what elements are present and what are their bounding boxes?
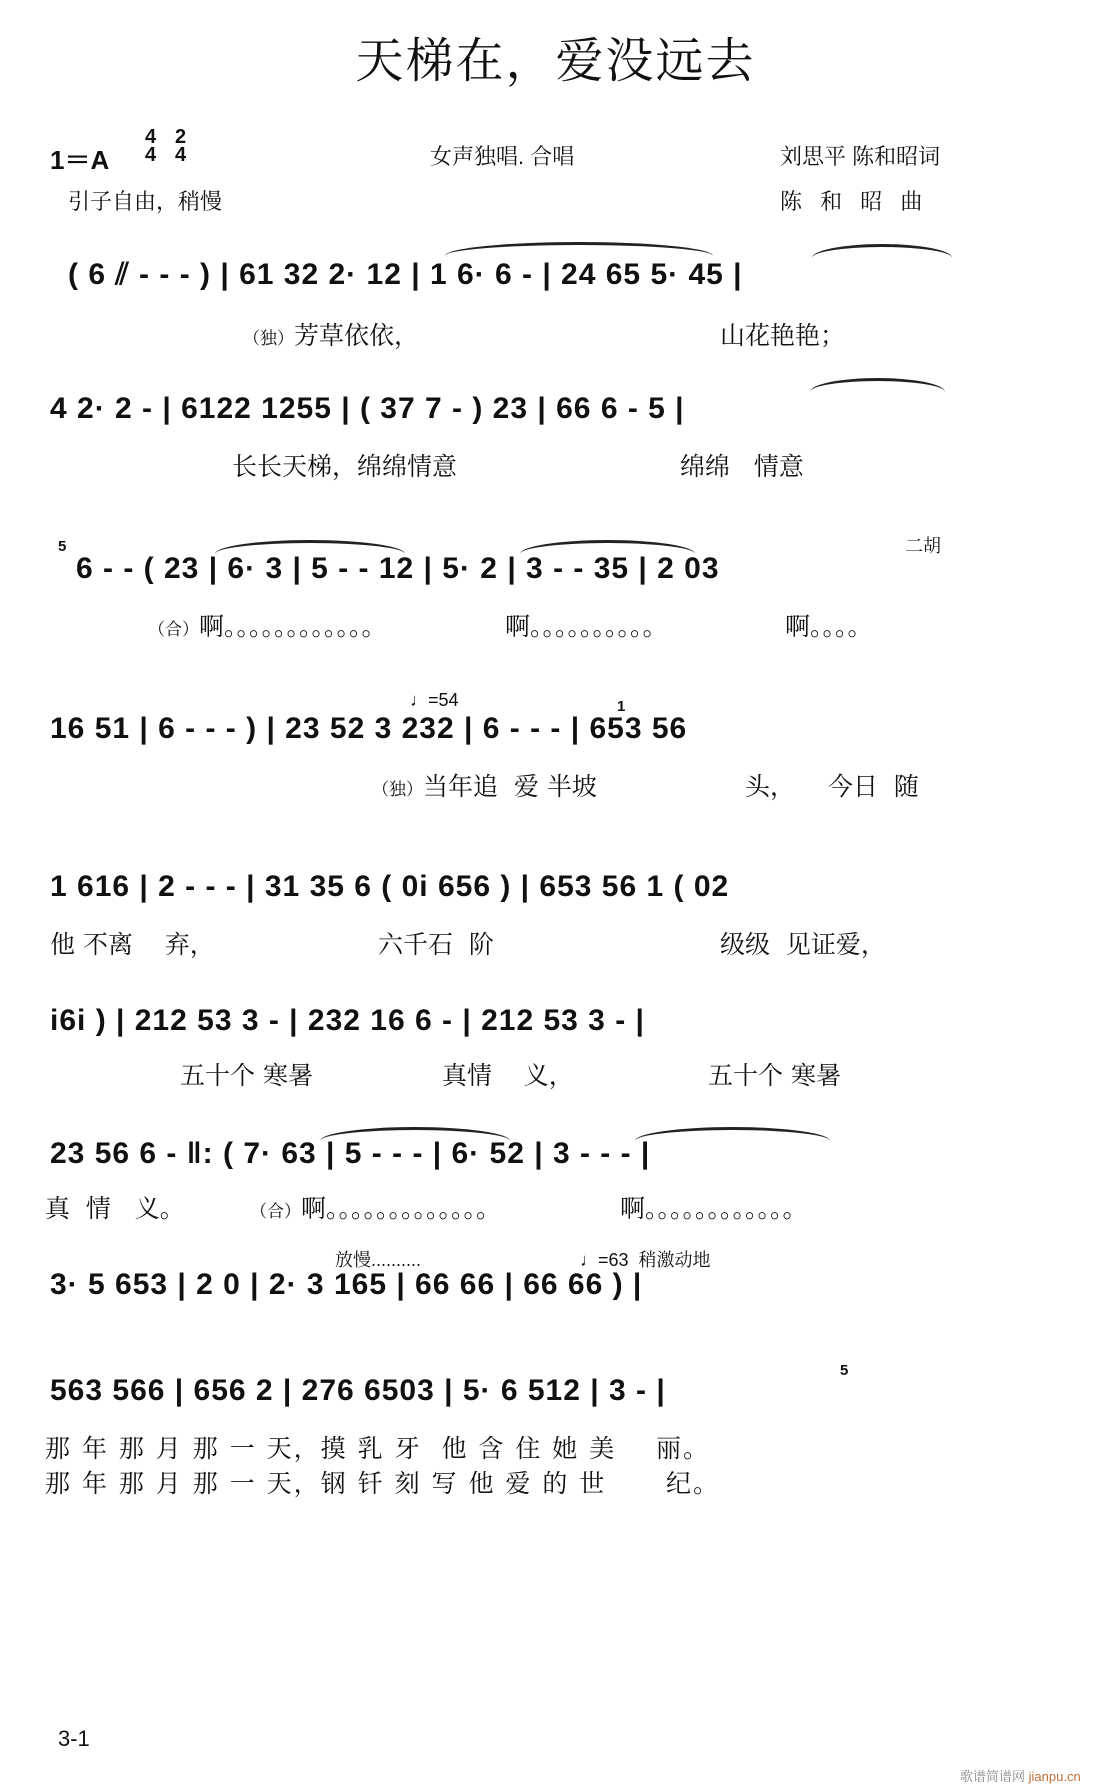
ritardando-annotation: 放慢.......... bbox=[335, 1250, 422, 1270]
tempo-mark: ♩=54 bbox=[410, 690, 459, 710]
notation-line: ( 6 ⫽ - - - ) | 61 32 2· 12 | 1 6· 6 - | 24 65 5· 45 | bbox=[68, 258, 743, 291]
lyric-line: 啊。。。。。。。。。。 bbox=[505, 612, 668, 641]
lyricist-credit: 刘思平 陈和昭词 bbox=[780, 144, 941, 169]
slur bbox=[812, 244, 952, 259]
time-signature-2-4: 2 4 bbox=[175, 126, 187, 166]
lyric-line: 真 情 义。 bbox=[45, 1194, 185, 1223]
lyric-line: 啊。。。。 bbox=[785, 612, 873, 641]
lyric-line: （合）啊。。。。。。。。。。。。 bbox=[148, 612, 387, 641]
key-signature: 1＝A bbox=[50, 145, 110, 175]
slur bbox=[810, 378, 945, 393]
notation-line: i6i ) | 212 53 3 - | 232 16 6 - | 212 53 3 - | bbox=[50, 1004, 645, 1037]
lyric-line: 绵绵 情意 bbox=[680, 452, 804, 481]
lyric-line: 他 不离 弃， bbox=[50, 930, 215, 959]
lyric-line-verse-2: 那 年 那 月 那 一 天，钢 钎 刻 写 他 爱 的 世 纪。 bbox=[45, 1469, 720, 1498]
composer-credit: 陈 和 昭 曲 bbox=[780, 189, 929, 214]
page-number: 3-1 bbox=[58, 1726, 90, 1751]
tempo-marking: 引子自由，稍慢 bbox=[68, 189, 223, 214]
lyric-line: 头， bbox=[745, 772, 796, 801]
lyric-line: （合）啊。。。。。。。。。。。。。 bbox=[250, 1194, 502, 1223]
watermark: 歌谱简谱网 jianpu.cn bbox=[960, 1769, 1081, 1784]
lyric-line: （独）芳草依依， bbox=[243, 321, 420, 350]
song-title: 天梯在，爱没远去 bbox=[355, 35, 756, 88]
lyric-line: （独）当年追 爱 半坡 bbox=[372, 772, 597, 801]
notation-line: 4 2· 2 - | 6122 1255 | ( 37 7 - ) 23 | 66 6 - 5 | bbox=[50, 392, 685, 425]
notation-line: 3· 5 653 | 2 0 | 2· 3 165 | 66 66 | 66 66 ) | bbox=[50, 1268, 643, 1301]
slur bbox=[635, 1127, 830, 1142]
lyric-line: 真情 义， bbox=[442, 1061, 574, 1090]
instrument-annotation: 二胡 bbox=[905, 536, 941, 556]
grace-note: 1 bbox=[617, 698, 626, 715]
grace-note: 5 bbox=[58, 538, 67, 555]
grace-note: 5 bbox=[840, 1362, 849, 1379]
lyric-line: 六千石 阶 bbox=[378, 930, 494, 959]
performance-type: 女声独唱. 合唱 bbox=[430, 144, 575, 169]
lyric-line: 今日 随 bbox=[828, 772, 919, 801]
lyric-line: 长长天梯，绵绵情意 bbox=[232, 452, 458, 481]
notation-line: 563 566 | 656 2 | 276 6503 | 5· 6 512 | 3 - | bbox=[50, 1374, 666, 1407]
lyric-line: 五十个 寒暑 bbox=[180, 1061, 313, 1090]
lyric-line: 级级 见证爱， bbox=[720, 930, 886, 959]
notation-line: 1 616 | 2 - - - | 31 35 6 ( 0i 656 ) | 653 56 1 ( 02 bbox=[50, 870, 730, 903]
slur bbox=[445, 242, 713, 257]
lyric-line: 五十个 寒暑 bbox=[708, 1061, 841, 1090]
notation-line: 23 56 6 - ‖: ( 7· 63 | 5 - - - | 6· 52 | 3 - - - | bbox=[50, 1137, 651, 1170]
notation-line: 6 - - ( 23 | 6· 3 | 5 - - 12 | 5· 2 | 3 - - 35 | 2 03 bbox=[76, 552, 720, 585]
notation-line: 16 51 | 6 - - - ) | 23 52 3 232 | 6 - - - | 653 56 bbox=[50, 712, 688, 745]
lyric-line: 啊。。。。。。。。。。。。 bbox=[620, 1194, 808, 1223]
lyric-line: 山花艳艳； bbox=[720, 321, 846, 350]
tempo-mark: ♩=63 稍激动地 bbox=[580, 1250, 711, 1270]
time-signature-4-4: 4 4 bbox=[145, 126, 157, 166]
lyric-line-verse-1: 那 年 那 月 那 一 天，摸 乳 牙 他 含 住 她 美 丽。 bbox=[45, 1434, 711, 1463]
